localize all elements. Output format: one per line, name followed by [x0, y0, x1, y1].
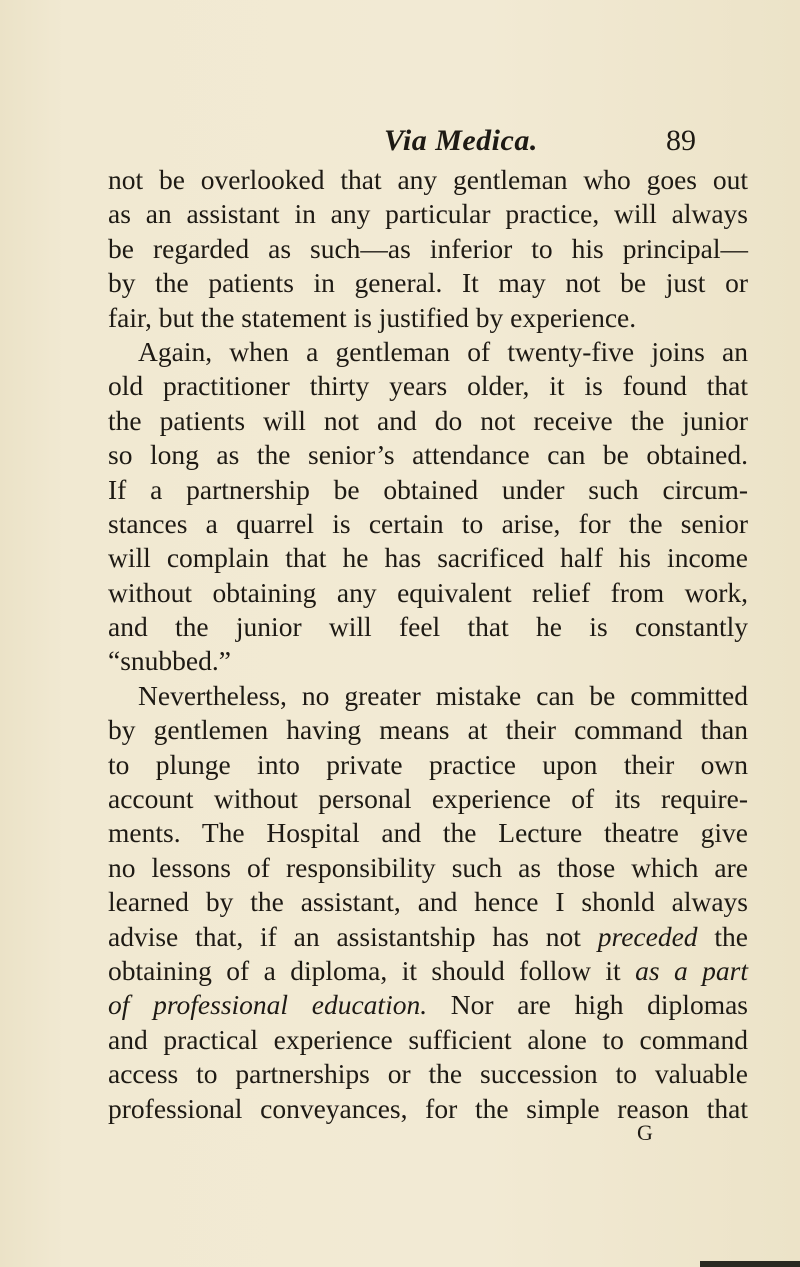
italic-run: preceded [597, 920, 698, 952]
body-text [108, 163, 748, 1126]
italic-run: of professional education. [108, 989, 428, 1021]
text-line: stances a quarrel is certain to arise, for the senior [108, 507, 748, 539]
text-line [108, 920, 748, 954]
text-line: If a partnership be obtained under such circum- [108, 473, 748, 505]
text-line: learned by the assistant, and hence I shonld always [108, 886, 748, 918]
text-line: by gentlemen having means at their command than [108, 714, 748, 746]
italic-run: as a part [635, 954, 749, 986]
text-line: old practitioner thirty years older, it is found that [108, 370, 748, 402]
text-run: the [697, 920, 748, 952]
text-run: advise that, if an assistantship has not [108, 920, 581, 952]
text-line: professional conveyances, for the simple reason that [108, 1092, 748, 1124]
page-number: 89 [666, 124, 696, 157]
text-line: the patients will not and do not receive the junior [108, 404, 748, 436]
signature-mark: G [637, 1120, 653, 1145]
text-line: and practical experience sufficient alone to command [108, 1023, 748, 1055]
text-line: Again, when a gentleman of twenty-five joins an [138, 335, 748, 367]
text-line: access to partnerships or the succession to valuable [108, 1058, 748, 1090]
text-run: Nor are high diplomas [427, 989, 748, 1021]
text-run: obtaining of a diploma, it should follow it [108, 954, 621, 986]
text-line [108, 988, 748, 1022]
text-line: Nevertheless, no greater mistake can be committed [138, 679, 748, 711]
text-line: account without personal experience of its require- [108, 783, 748, 815]
text-line: ments. The Hospital and the Lecture theatre give [108, 817, 748, 849]
text-line: fair, but the statement is justified by experience. [108, 301, 637, 333]
text-line: so long as the senior’s attendance can be obtained. [108, 439, 748, 471]
text-line: “snubbed.” [108, 645, 231, 677]
text-line: to plunge into private practice upon their own [108, 748, 748, 780]
text-line: no lessons of responsibility such as those which are [108, 851, 748, 883]
text-line [108, 954, 748, 988]
running-title: Via Medica. [384, 124, 538, 157]
text-line: be regarded as such—as inferior to his principal— [108, 232, 748, 264]
text-line: by the patients in general. It may not be just or [108, 267, 748, 299]
page-header [0, 124, 800, 160]
text-line: as an assistant in any particular practice, will always [108, 198, 748, 230]
text-line: and the junior will feel that he is constantly [108, 611, 748, 643]
text-line: not be overlooked that any gentleman who goes out [108, 164, 748, 195]
text-line: without obtaining any equivalent relief from work, [108, 576, 748, 608]
text-line: will complain that he has sacrificed half his income [108, 542, 748, 574]
scan-edge [700, 1261, 800, 1267]
